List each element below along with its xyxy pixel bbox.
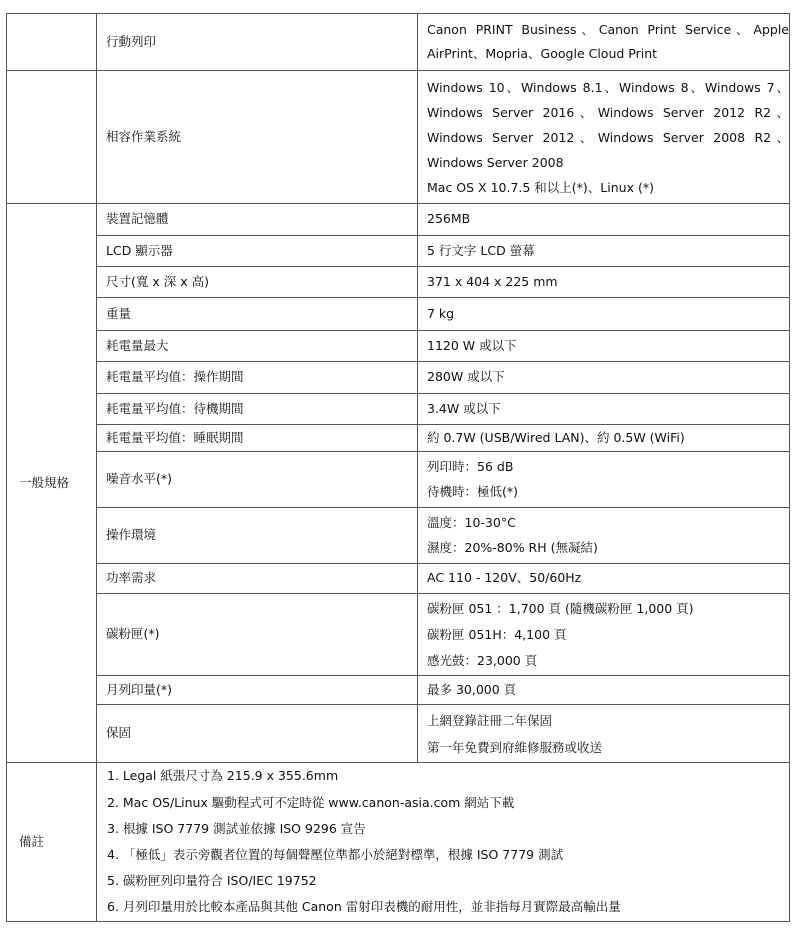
note-item: 3. 根據 ISO 7779 測試並依據 ISO 9296 宣告 xyxy=(107,820,366,836)
row-environment xyxy=(7,508,790,564)
row-noise xyxy=(7,452,790,508)
value-line: Windows Server 2016、Windows Server 2012 R2、 xyxy=(427,104,789,120)
row-label: 裝置記憶體 xyxy=(97,204,418,236)
row-value xyxy=(418,564,790,594)
row-value xyxy=(418,394,790,425)
group-cell-empty xyxy=(7,71,97,204)
value-line: 濕度：20%-80% RH (無凝結) xyxy=(427,539,598,555)
row-value xyxy=(418,452,790,508)
value-line: Windows Server 2008 xyxy=(427,154,564,170)
value-line: 列印時：56 dB xyxy=(427,459,514,474)
value-line: 1120 W 或以下 xyxy=(427,337,517,353)
row-label: 耗電量平均值：待機期間 xyxy=(97,394,418,425)
row-warranty xyxy=(7,705,790,763)
value-line: 碳粉匣 051 ：1,700 頁 (隨機碳粉匣 1,000 頁) xyxy=(427,600,694,616)
row-value xyxy=(418,594,790,676)
row-value xyxy=(418,267,790,298)
row-os-compat xyxy=(7,71,790,204)
note-item: 2. Mac OS/Linux 驅動程式可不定時從 www.canon-asia.com 網站下載 xyxy=(107,794,515,810)
value-line: 第一年免費到府維修服務或收送 xyxy=(427,739,603,755)
row-label: 耗電量最大 xyxy=(97,331,418,362)
note-item: 4. 「極低」表示旁觀者位置的每個聲壓位準都小於絕對標準，根據 ISO 7779 測試 xyxy=(107,847,564,862)
row-power-standby xyxy=(7,394,790,425)
value-line: 約 0.7W (USB/Wired LAN)、約 0.5W (WiFi) xyxy=(427,429,685,445)
row-mobile-print xyxy=(7,14,790,71)
group-label-notes: 備註 xyxy=(7,763,97,922)
row-toner xyxy=(7,594,790,676)
row-label: LCD 顯示器 xyxy=(97,236,418,267)
row-value xyxy=(418,362,790,394)
value-line: 感光鼓：23,000 頁 xyxy=(427,652,538,668)
row-value xyxy=(418,425,790,452)
value-line: Mac OS X 10.7.5 和以上(*)、Linux (*) xyxy=(427,179,654,195)
value-line: Canon PRINT Business、Canon Print Service、Apple xyxy=(427,21,789,37)
spec-table xyxy=(6,13,790,922)
row-label: 碳粉匣(*) xyxy=(97,594,418,676)
value-line: AirPrint、Mopria、Google Cloud Print xyxy=(427,46,658,61)
value-line: 待機時：極低(*) xyxy=(427,483,519,499)
row-dimensions xyxy=(7,267,790,298)
row-monthly-volume xyxy=(7,676,790,705)
value-line: 3.4W 或以下 xyxy=(427,400,501,416)
row-value xyxy=(418,236,790,267)
note-item: 6. 月列印量用於比較本產品與其他 Canon 雷射印表機的耐用性，並非指每月實際最高輸出量 xyxy=(107,899,621,915)
value-line: 371 x 404 x 225 mm xyxy=(427,273,558,289)
group-cell-empty xyxy=(7,14,97,71)
value-line: 上網登錄註冊二年保固 xyxy=(427,712,553,728)
row-label: 尺寸(寬 x 深 x 高) xyxy=(97,267,418,298)
group-label-general: 一般規格 xyxy=(7,204,97,763)
value-line: 7 kg xyxy=(427,305,455,321)
value-line: AC 110 - 120V、50/60Hz xyxy=(427,570,582,586)
value-line: 最多 30,000 頁 xyxy=(427,681,517,697)
row-weight xyxy=(7,298,790,331)
row-power-sleep xyxy=(7,425,790,452)
row-value xyxy=(418,71,790,204)
row-notes xyxy=(7,763,790,922)
row-label: 耗電量平均值：操作期間 xyxy=(97,362,418,394)
value-line: 256MB xyxy=(427,211,471,227)
value-line: 碳粉匣 051H：4,100 頁 xyxy=(427,626,567,642)
row-value xyxy=(418,508,790,564)
row-value xyxy=(418,204,790,236)
row-power-max xyxy=(7,331,790,362)
row-value xyxy=(418,298,790,331)
row-label: 噪音水平(*) xyxy=(97,452,418,508)
row-label: 月列印量(*) xyxy=(97,676,418,705)
value-line: 溫度：10-30°C xyxy=(427,515,516,530)
row-label: 重量 xyxy=(97,298,418,331)
row-label: 相容作業系統 xyxy=(97,71,418,204)
value-line: Windows Server 2012、Windows Server 2008 R2、 xyxy=(427,129,789,145)
value-line: 280W 或以下 xyxy=(427,369,505,385)
row-label: 功率需求 xyxy=(97,564,418,594)
value-line: 5 行文字 LCD 螢幕 xyxy=(427,242,535,258)
row-value xyxy=(418,705,790,763)
row-label: 保固 xyxy=(97,705,418,763)
row-power-operating xyxy=(7,362,790,394)
row-value xyxy=(418,331,790,362)
row-value xyxy=(418,676,790,705)
row-label: 操作環境 xyxy=(97,508,418,564)
row-value xyxy=(418,14,790,71)
row-label: 耗電量平均值：睡眠期間 xyxy=(97,425,418,452)
notes-cell xyxy=(97,763,790,922)
row-label: 行動列印 xyxy=(97,14,418,71)
row-lcd xyxy=(7,236,790,267)
note-item: 5. 碳粉匣列印量符合 ISO/IEC 19752 xyxy=(107,873,317,889)
row-power-requirement xyxy=(7,564,790,594)
note-item: 1. Legal 紙張尺寸為 215.9 x 355.6mm xyxy=(107,768,339,784)
row-memory xyxy=(7,204,790,236)
value-line: Windows 10、Windows 8.1、Windows 8、Windows 7、 xyxy=(427,79,789,95)
